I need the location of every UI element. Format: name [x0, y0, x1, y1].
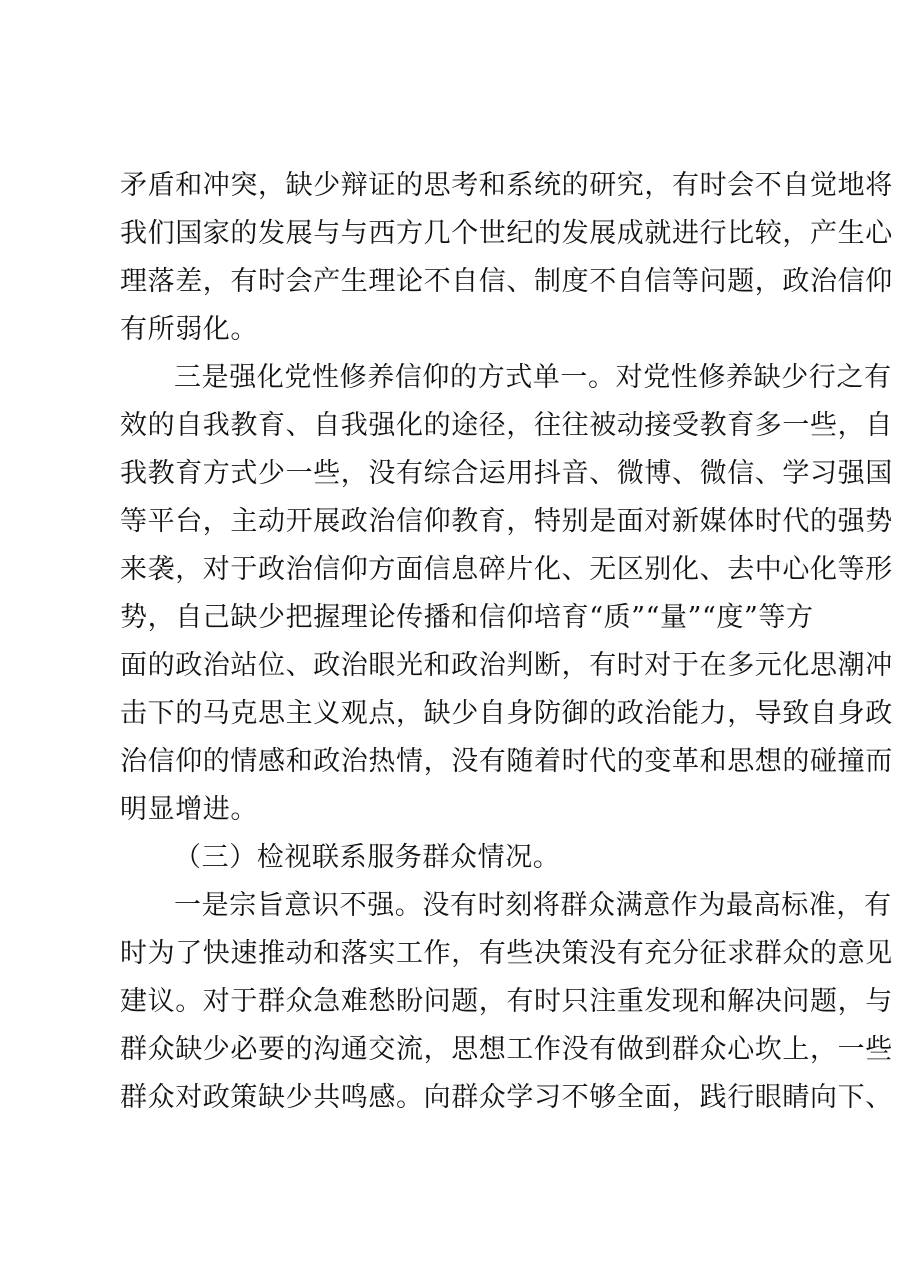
text-line: 击下的马克思主义观点，缺少自身防御的政治能力，导致自身政 — [120, 698, 893, 729]
text-line: 明显增进。 — [120, 794, 258, 825]
text-line: 理落差，有时会产生理论不自信、制度不自信等问题，政治信仰 — [120, 266, 893, 297]
text-line: 群众缺少必要的沟通交流，思想工作没有做到群众心坎上，一些 — [120, 1034, 893, 1065]
text-line: 效的自我教育、自我强化的途径，往往被动接受教育多一些，自 — [120, 410, 893, 441]
text-line: 群众对政策缺少共鸣感。向群众学习不够全面，践行眼睛向下、 — [120, 1082, 893, 1113]
text-line: 有所弱化。 — [120, 314, 258, 345]
text-line: 面的政治站位、政治眼光和政治判断，有时对于在多元化思潮冲 — [120, 650, 893, 681]
text-line: 建议。对于群众急难愁盼问题，有时只注重发现和解决问题，与 — [120, 986, 893, 1017]
text-line: 来袭，对于政治信仰方面信息碎片化、无区别化、去中心化等形 — [120, 554, 893, 585]
text-line: 治信仰的情感和政治热情，没有随着时代的变革和思想的碰撞而 — [120, 746, 893, 777]
paragraph-first-line: 三是强化党性修养信仰的方式单一。对党性修养缺少行之有 — [174, 362, 892, 393]
text-line: 时为了快速推动和落实工作，有些决策没有充分征求群众的意见 — [120, 938, 893, 969]
text-line: 我们国家的发展与与西方几个世纪的发展成就进行比较，产生心 — [120, 218, 893, 249]
text-line: 我教育方式少一些，没有综合运用抖音、微博、微信、学习强国 — [120, 458, 893, 489]
text-line: 等平台，主动开展政治信仰教育，特别是面对新媒体时代的强势 — [120, 506, 893, 537]
section-heading: （三）检视联系服务群众情况。 — [174, 842, 561, 873]
text-line: 矛盾和冲突，缺少辩证的思考和系统的研究，有时会不自觉地将 — [120, 170, 893, 201]
paragraph-first-line: 一是宗旨意识不强。没有时刻将群众满意作为最高标准，有 — [174, 890, 892, 921]
text-line: 势，自己缺少把握理论传播和信仰培育“质”“量”“度”等方 — [120, 602, 814, 633]
